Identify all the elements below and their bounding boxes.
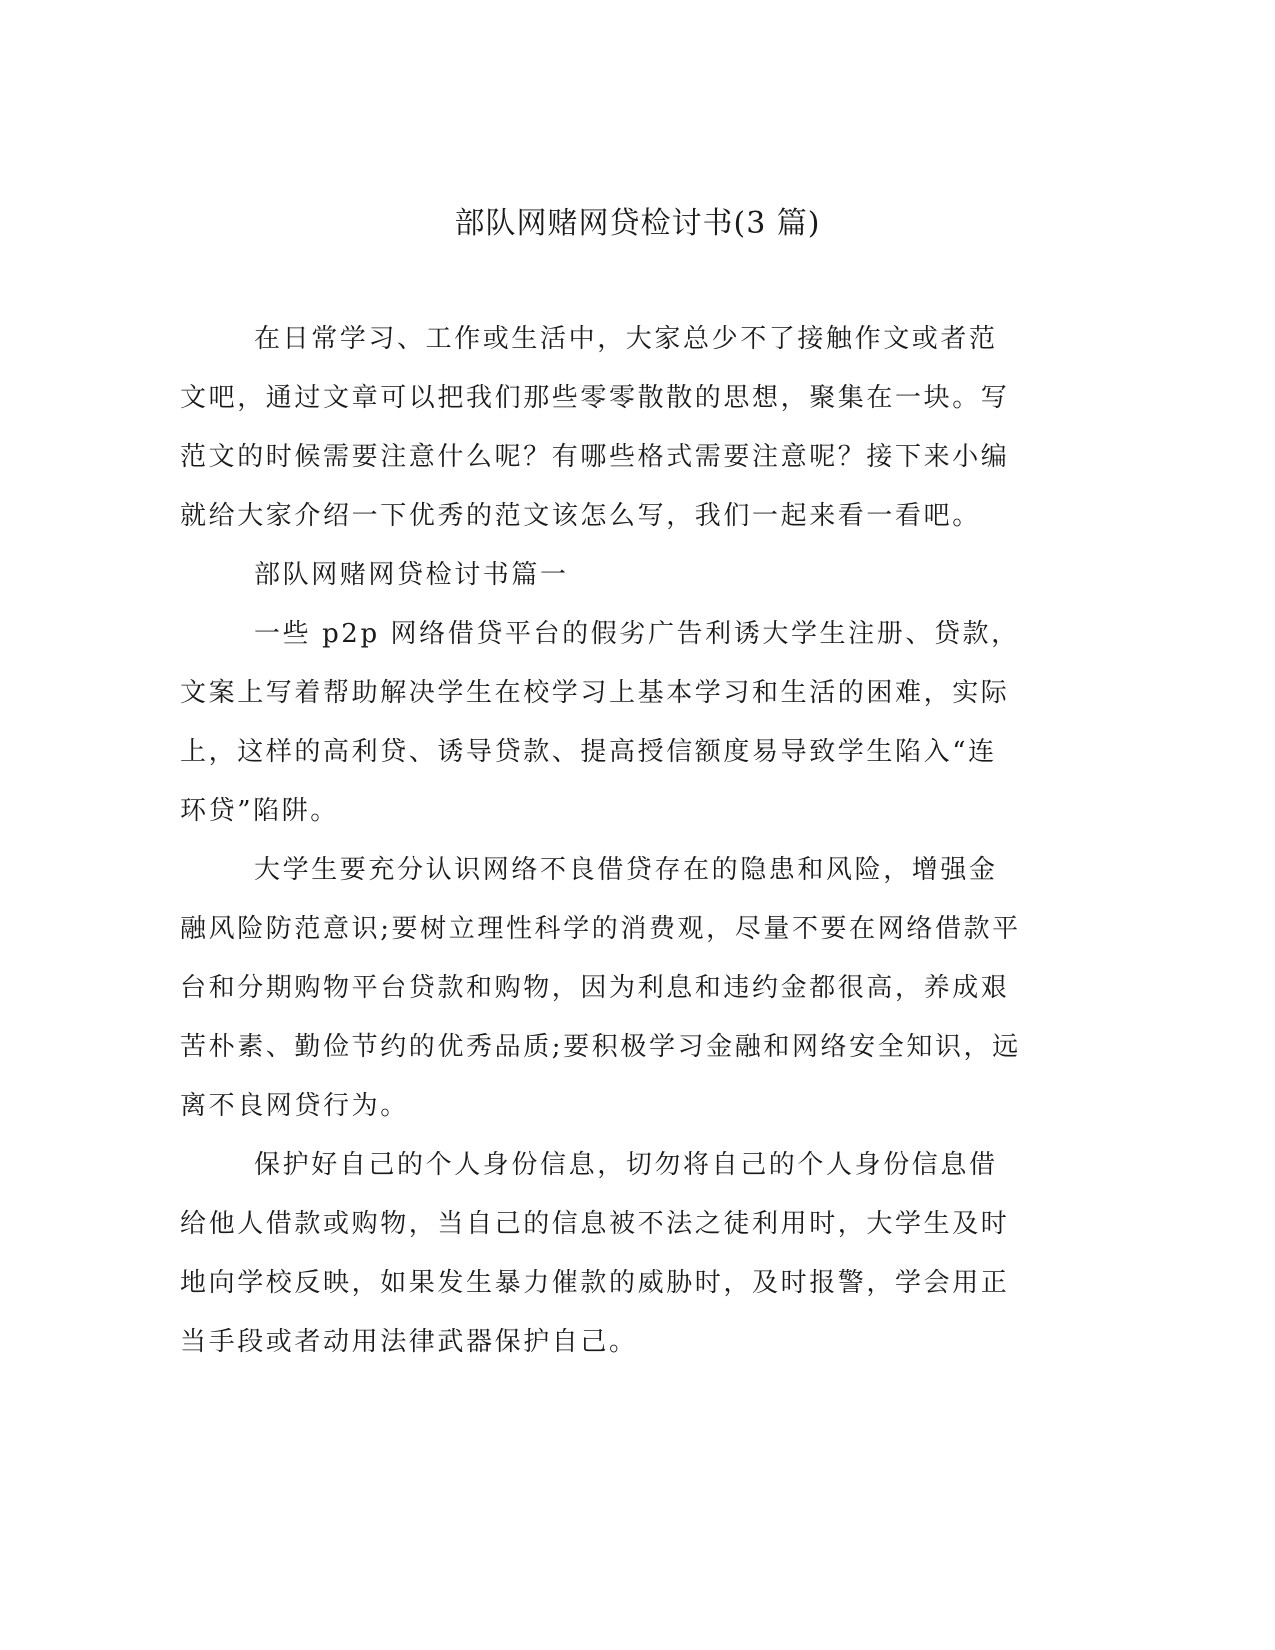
intro-paragraph: 在日常学习、工作或生活中，大家总少不了接触作文或者范文吧，通过文章可以把我们那些零零散散的思想，聚集在一块。写范文的时候需要注意什么呢？有哪些格式需要注意呢？接下来小编就给大家介绍一下优秀的范文该怎么写，我们一起来看一看吧。: [180, 324, 1010, 531]
body-paragraph-2: 大学生要充分认识网络不良借贷存在的隐患和风险，增强金融风险防范意识;要树立理性科学的消费观，尽量不要在网络借款平台和分期购物平台贷款和购物，因为利息和违约金都很高，养成艰苦朴素、勤俭节约的优秀品质;要积极学习金融和网络安全知识，远离不良网贷行为。: [180, 855, 1021, 1121]
section-heading: 部队网赌网贷检讨书篇一: [254, 560, 569, 590]
body-paragraph-3: 保护好自己的个人身份信息，切勿将自己的个人身份信息借给他人借款或购物，当自己的信息被不法之徒利用时，大学生及时地向学校反映，如果发生暴力催款的威胁时，及时报警，学会用正当手段或者动用法律武器保护自己。: [180, 1150, 1010, 1357]
page-title: 部队网赌网贷检讨书(3 篇): [454, 206, 821, 241]
body-paragraph-1: 一些 p2p 网络借贷平台的假劣广告利诱大学生注册、贷款，文案上写着帮助解决学生在校学习上基本学习和生活的困难，实际上，这样的高利贷、诱导贷款、提高授信额度易导致学生陷入“连环贷”陷阱。: [180, 619, 1020, 826]
document-body: [180, 310, 1025, 1372]
